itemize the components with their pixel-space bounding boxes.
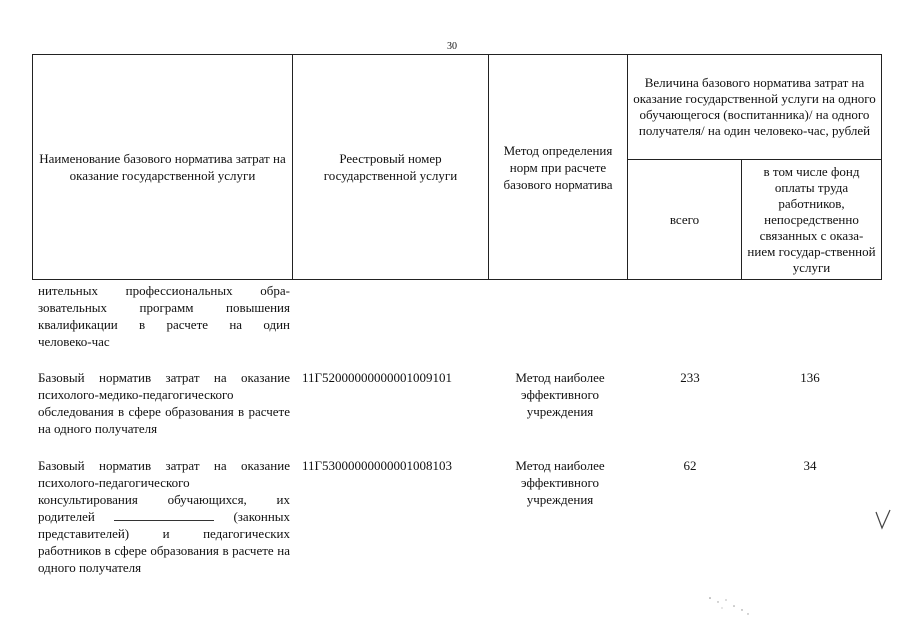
continuation-line: зовательных программ повышения — [38, 300, 290, 315]
header-name-cell — [32, 54, 293, 280]
row-registry-number: 11Г52000000000001009101 — [302, 370, 453, 385]
row-total: 62 — [683, 458, 697, 473]
row-registry-number: 11Г53000000000001008103 — [302, 458, 453, 473]
header-total-label: всего — [669, 212, 700, 227]
header-value-group-cell — [627, 54, 882, 160]
header-value-group-label: Величина базового норматива затрат на оказание государственной услуги на одного обучающегося (воспитанника)/ на одного получателя/ на один человеко-час, рублей — [633, 75, 876, 138]
row-wage-fund: 34 — [803, 458, 817, 473]
continuation-text — [38, 282, 290, 350]
table-header — [32, 54, 882, 280]
header-method-cell — [488, 54, 628, 280]
header-registry-cell — [292, 54, 489, 280]
header-registry-label: Реестровый номер государственной услуги — [323, 151, 458, 183]
row-name — [38, 457, 290, 576]
table-row — [0, 457, 905, 577]
header-total-cell — [627, 159, 742, 280]
handwritten-blank-line — [114, 511, 214, 521]
scan-noise — [700, 590, 760, 620]
handwritten-check-mark — [873, 508, 893, 532]
row-method: Метод наиболее эффективного учреждения — [515, 458, 605, 507]
table-row — [0, 369, 905, 439]
continuation-line: нительных профессиональных обра- — [38, 283, 290, 298]
row-name: Базовый норматив затрат на оказание психолого-медико-педагогического обследования в сфере образования в расчете на одного получателя — [38, 370, 290, 436]
header-method-label: Метод определения норм при расчете базового норматива — [503, 142, 613, 192]
row-method: Метод наиболее эффективного учреждения — [515, 370, 605, 419]
row-wage-fund: 136 — [800, 370, 820, 385]
header-name-label: Наименование базового норматива затрат на оказание государственной услуги — [39, 151, 286, 183]
row-name-part: Базовый норматив затрат на оказание психолого-педагогического консультирования обучающихся, их родителей — [38, 458, 290, 524]
header-wage-fund-cell — [741, 159, 882, 280]
page-number: 30 — [447, 41, 457, 52]
continuation-line: человеко-час — [38, 334, 110, 349]
row-total: 233 — [680, 370, 700, 385]
continuation-line: квалификации в расчете на один — [38, 317, 290, 332]
header-wage-fund-label: в том числе фонд оплаты труда работников, непосредственно связанных с оказа-нием государ-ственной услуги — [747, 163, 876, 275]
row-name-part: (законных представителей) и педагогических работников в сфере образования в расчете на одного получателя — [38, 509, 291, 575]
